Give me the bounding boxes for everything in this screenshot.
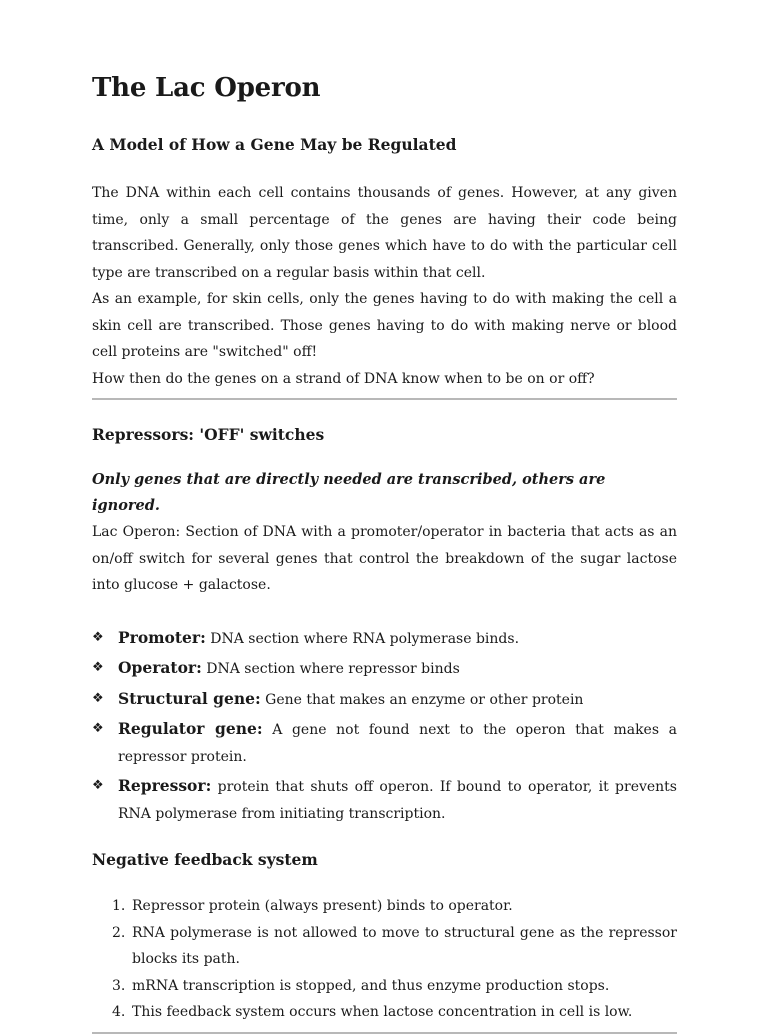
step-number: 2. <box>112 924 126 941</box>
definition-term: Regulator gene: <box>118 719 263 738</box>
intro-section <box>92 180 677 392</box>
definition-term: Promoter: <box>118 627 206 647</box>
feedback-steps-list <box>92 893 677 1026</box>
definition-term: Repressor: <box>118 776 212 795</box>
definition-text: DNA section where RNA polymerase binds. <box>210 630 520 647</box>
definition-text: A gene not found next to the operon that makes a repressor protein. <box>118 722 677 765</box>
step-text: RNA polymerase is not allowed to move to structural gene as the repressor blocks its path. <box>132 924 677 967</box>
page-title: The Lac Operon <box>92 73 321 103</box>
diamond-bullet-icon: ❖ <box>92 629 104 645</box>
list-item <box>92 686 677 714</box>
bottom-divider <box>92 1032 677 1034</box>
section-subtitle: A Model of How a Gene May be Regulated <box>92 135 457 154</box>
step-text: Repressor protein (always present) binds to operator. <box>132 898 513 914</box>
definition-text: protein that shuts off operon. If bound to operator, it prevents RNA polymerase from initiating transcription. <box>118 779 677 822</box>
step-number: 3. <box>112 977 126 994</box>
diamond-bullet-icon: ❖ <box>92 660 104 675</box>
list-item <box>92 655 677 683</box>
step-text: This feedback system occurs when lactose concentration in cell is low. <box>132 1004 633 1020</box>
list-item <box>92 773 677 827</box>
list-item <box>92 625 677 653</box>
diamond-bullet-icon: ❖ <box>92 778 104 793</box>
repressors-description: Lac Operon: Section of DNA with a promoter/operator in bacteria that acts as an on/off switch for several genes that control the breakdown of the sugar lactose into glucose + galactose. <box>92 524 677 593</box>
negative-feedback-heading: Negative feedback system <box>92 850 318 869</box>
intro-paragraph: The DNA within each cell contains thousands of genes. However, at any given time, only a small percentage of the genes are having their code being transcribed. Generally, only those genes which have to do with the particular cell type are transcribed on a regular basis within that cell. <box>92 185 677 281</box>
step-number: 1. <box>112 898 126 914</box>
step-text: mRNA transcription is stopped, and thus enzyme production stops. <box>132 977 610 994</box>
definitions-list <box>92 625 677 828</box>
list-item <box>92 973 677 1000</box>
repressors-lead: Only genes that are directly needed are transcribed, others are ignored. <box>92 471 606 514</box>
list-item <box>92 716 677 770</box>
definition-term: Structural gene: <box>118 688 261 708</box>
document-content <box>92 70 677 1034</box>
definition-term: Operator: <box>118 658 202 677</box>
intro-paragraph: How then do the genes on a strand of DNA know when to be on or off? <box>92 370 595 387</box>
repressors-heading: Repressors: 'OFF' switches <box>92 425 325 444</box>
definition-text: DNA section where repressor binds <box>206 661 460 677</box>
intro-paragraph: As an example, for skin cells, only the genes having to do with making the cell a skin cell are transcribed. Those genes having to do with making nerve or blood cell proteins are "switched" off! <box>92 291 677 360</box>
section-divider <box>92 398 677 400</box>
list-item <box>92 999 677 1026</box>
definition-text: Gene that makes an enzyme or other protein <box>265 691 584 708</box>
step-number: 4. <box>112 1004 126 1020</box>
list-item <box>92 920 677 973</box>
diamond-bullet-icon: ❖ <box>92 721 104 736</box>
list-item <box>92 893 677 920</box>
diamond-bullet-icon: ❖ <box>92 690 104 706</box>
